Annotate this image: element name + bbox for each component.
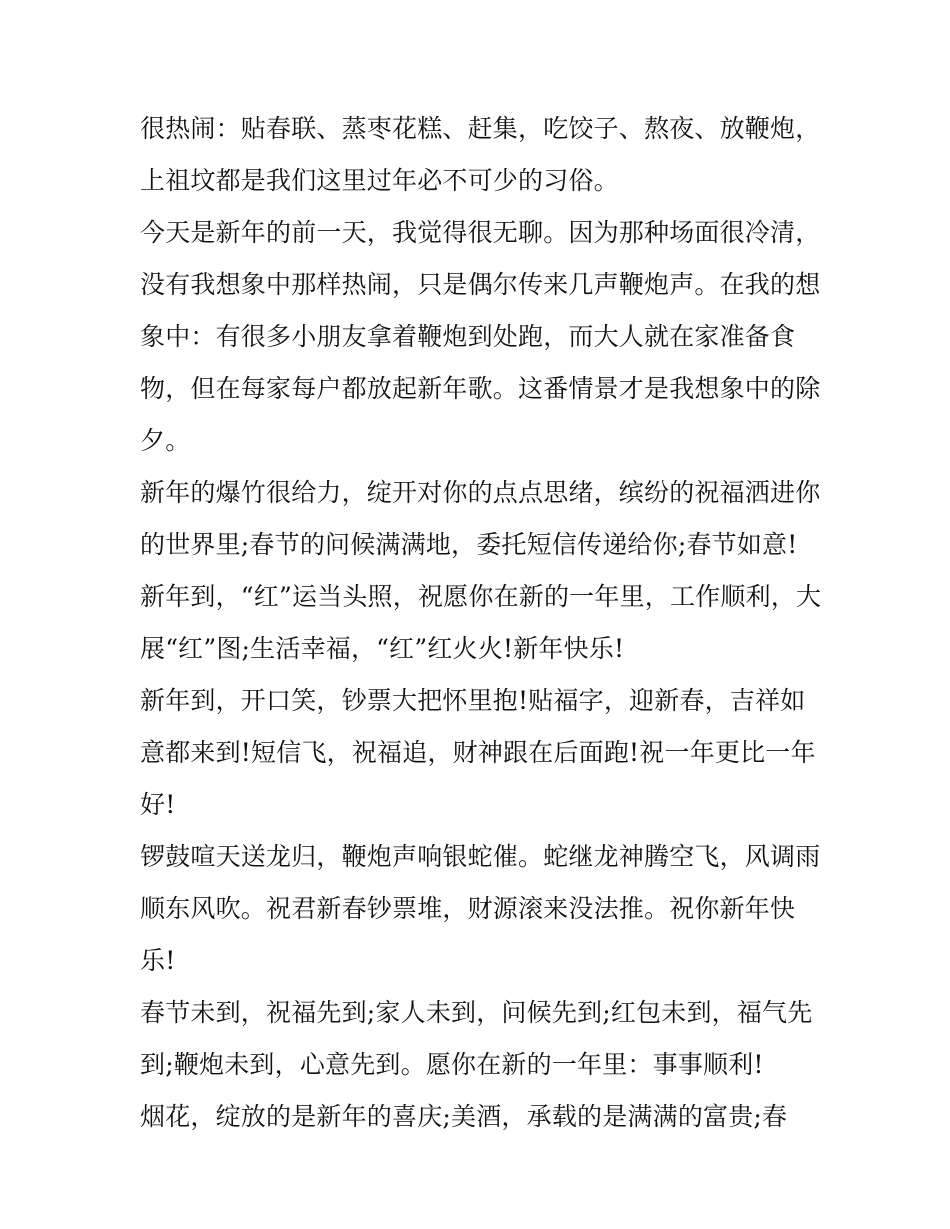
text-line: 春节未到，祝福先到;家人未到，问候先到;红包未到，福气先 xyxy=(140,998,813,1027)
text-line: 新年的爆竹很给力，绽开对你的点点思绪，缤纷的祝福洒进你 xyxy=(140,478,821,507)
text-line: 的世界里;春节的问候满满地，委托短信传递给你;春节如意! xyxy=(140,530,798,559)
text-line: 很热闹：贴春联、蒸枣花糕、赶集，吃饺子、熬夜、放鞭炮， xyxy=(140,114,821,143)
text-line: 顺东风吹。祝君新春钞票堆，财源滚来没法推。祝你新年快 xyxy=(140,894,796,923)
body-text xyxy=(140,103,830,1143)
text-line: 新年到，开口笑，钞票大把怀里抱!贴福字，迎新春，吉祥如 xyxy=(140,686,806,715)
text-line: 没有我想象中那样热闹，只是偶尔传来几声鞭炮声。在我的想 xyxy=(140,270,821,299)
text-line: 夕。 xyxy=(140,426,191,455)
text-line: 今天是新年的前一天，我觉得很无聊。因为那种场面很冷清， xyxy=(140,218,821,247)
text-line: 上祖坟都是我们这里过年必不可少的习俗。 xyxy=(140,166,619,195)
text-line: 乐! xyxy=(140,946,176,975)
text-line: 锣鼓喧天送龙归，鞭炮声响银蛇催。蛇继龙神腾空飞，风调雨 xyxy=(140,842,821,871)
text-line: 新年到，“红”运当头照，祝愿你在新的一年里，工作顺利，大 xyxy=(140,582,822,611)
text-line: 好! xyxy=(140,790,176,819)
text-line: 展“红”图;生活幸福，“红”红火火!新年快乐! xyxy=(140,634,625,663)
text-line: 烟花，绽放的是新年的喜庆;美酒，承载的是满满的富贵;春 xyxy=(140,1102,788,1131)
text-line: 物，但在每家每户都放起新年歌。这番情景才是我想象中的除 xyxy=(140,374,821,403)
text-line: 象中：有很多小朋友拿着鞭炮到处跑，而大人就在家准备食 xyxy=(140,322,796,351)
text-line: 到;鞭炮未到，心意先到。愿你在新的一年里：事事顺利! xyxy=(140,1050,764,1079)
text-line: 意都来到!短信飞，祝福追，财神跟在后面跑!祝一年更比一年 xyxy=(140,738,816,767)
